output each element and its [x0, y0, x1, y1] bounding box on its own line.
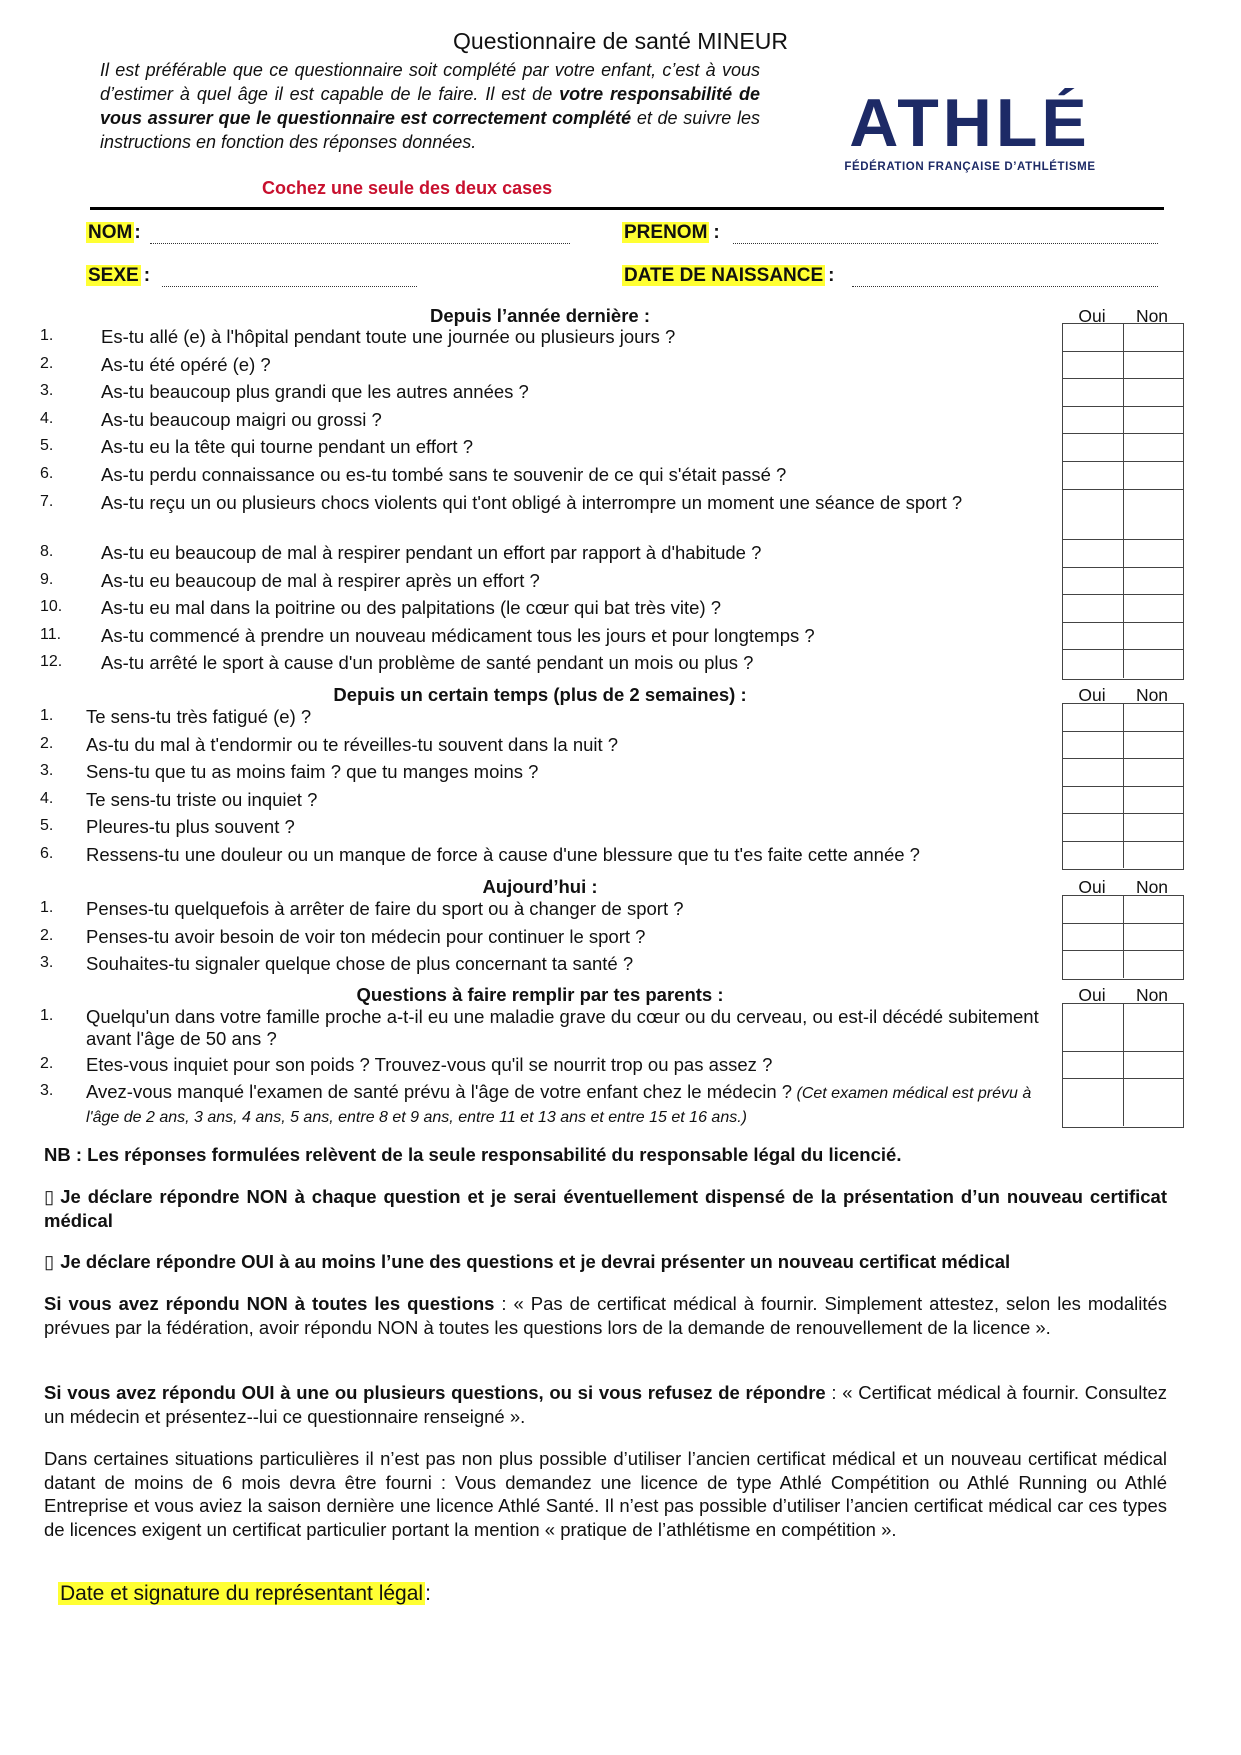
- question-text: [86, 816, 1066, 838]
- question-number: 2.: [40, 1055, 54, 1072]
- answer-row: [1063, 896, 1183, 923]
- intro-text-1: Il est préférable que ce questionnaire soit complété par votre enfant, c’est à vous d’estimer à quel âge il est capable de le faire. Il est de: [100, 60, 760, 104]
- question-text: [86, 734, 1066, 756]
- oui-checkbox[interactable]: [1063, 352, 1123, 378]
- oui-checkbox[interactable]: [1063, 490, 1123, 539]
- oui-checkbox[interactable]: [1063, 1079, 1123, 1126]
- non-checkbox[interactable]: [1123, 379, 1184, 406]
- declare-oui-option[interactable]: [44, 1250, 1167, 1274]
- non-checkbox[interactable]: [1123, 814, 1184, 841]
- question-number: 4.: [40, 410, 54, 427]
- question-label: As-tu eu beaucoup de mal à respirer pendant un effort par rapport à d'habitude ?: [101, 542, 762, 563]
- question-text: [86, 926, 986, 948]
- non-checkbox[interactable]: [1123, 704, 1184, 731]
- non-checkbox[interactable]: [1123, 732, 1184, 758]
- question-label: As-tu du mal à t'endormir ou te réveilles-tu souvent dans la nuit ?: [86, 734, 619, 755]
- question-label: As-tu reçu un ou plusieurs chocs violents qui t'ont obligé à interrompre un moment une séance de sport ?: [101, 492, 963, 513]
- question-label: As-tu eu mal dans la poitrine ou des palpitations (le cœur qui bat très vite) ?: [101, 597, 722, 618]
- prenom-field[interactable]: [622, 222, 720, 244]
- answer-row: [1063, 461, 1183, 489]
- oui-checkbox[interactable]: [1063, 704, 1123, 731]
- question-label: As-tu eu la tête qui tourne pendant un effort ?: [101, 436, 473, 457]
- declare-non-text: Je déclare répondre NON à chaque question et je serai éventuellement dispensé de la présentation d’un nouveau certificat médical: [44, 1186, 1167, 1231]
- dob-label: DATE DE NAISSANCE: [624, 265, 824, 286]
- intro-paragraph: [100, 58, 760, 154]
- question-label: As-tu commencé à prendre un nouveau médicament tous les jours et pour longtemps ?: [101, 625, 815, 646]
- answer-row: [1063, 758, 1183, 786]
- answer-row: [1063, 433, 1183, 461]
- oui-bold: Si vous avez répondu OUI à une ou plusieurs questions, ou si vous refusez de répondre: [44, 1382, 826, 1403]
- column-header-oui: Oui: [1078, 306, 1106, 326]
- oui-checkbox[interactable]: [1063, 407, 1123, 433]
- oui-checkbox[interactable]: [1063, 951, 1123, 978]
- instruction-text: Cochez une seule des deux cases: [262, 178, 553, 198]
- non-checkbox[interactable]: [1123, 623, 1184, 649]
- answer-row: [1063, 1004, 1183, 1051]
- question-text: [101, 381, 1011, 403]
- oui-checkbox[interactable]: [1063, 540, 1123, 567]
- answer-grid: [1062, 703, 1184, 870]
- prenom-label: PRENOM: [624, 222, 708, 243]
- header-divider: [90, 207, 1164, 210]
- oui-checkbox[interactable]: [1063, 924, 1123, 950]
- question-label: Ressens-tu une douleur ou un manque de force à cause d'une blessure que tu t'es faite cette année ?: [86, 844, 920, 865]
- non-checkbox[interactable]: [1123, 568, 1184, 594]
- question-text: [101, 409, 1011, 431]
- question-number: 12.: [40, 653, 63, 670]
- non-bold: Si vous avez répondu NON à toutes les questions: [44, 1293, 495, 1314]
- answer-row: [1063, 1051, 1183, 1078]
- question-label: Penses-tu avoir besoin de voir ton médecin pour continuer le sport ?: [86, 926, 646, 947]
- non-checkbox[interactable]: [1123, 540, 1184, 567]
- question-text: [86, 761, 1066, 783]
- question-note: (Cet examen médical est prévu à l'âge de 2 ans, 3 ans, 4 ans, 5 ans, entre 8 et 9 ans, entre 11 et 13 ans et entre 15 et 16 ans.): [86, 1085, 1032, 1126]
- non-checkbox[interactable]: [1123, 787, 1184, 813]
- question-label: Avez-vous manqué l'examen de santé prévu à l'âge de votre enfant chez le médecin ?: [86, 1081, 793, 1102]
- question-number: 5.: [40, 437, 54, 454]
- question-text: [86, 844, 1066, 866]
- question-label: Sens-tu que tu as moins faim ? que tu manges moins ?: [86, 761, 539, 782]
- non-checkbox[interactable]: [1123, 595, 1184, 622]
- section-title: Questions à faire remplir par tes parents :: [356, 984, 724, 1005]
- nom-colon: :: [134, 222, 141, 243]
- question-text: [101, 492, 1011, 514]
- question-number: 1.: [40, 1007, 54, 1024]
- oui-checkbox[interactable]: [1063, 1052, 1123, 1078]
- question-number: 2.: [40, 735, 54, 752]
- answer-row: [1063, 786, 1183, 813]
- question-label: As-tu arrêté le sport à cause d'un problème de santé pendant un mois ou plus ?: [101, 652, 754, 673]
- intro-bold-text: votre responsabilité de vous assurer que le questionnaire est correctement complété: [100, 84, 761, 128]
- declare-oui-text: Je déclare répondre OUI à au moins l’une des questions et je devrai présenter un nouveau certificat médical: [60, 1251, 1011, 1272]
- oui-checkbox[interactable]: [1063, 595, 1123, 622]
- oui-checkbox[interactable]: [1063, 379, 1123, 406]
- answer-row: [1063, 324, 1183, 351]
- answer-row: [1063, 594, 1183, 622]
- question-text: [101, 570, 1011, 592]
- column-header-non: Non: [1135, 985, 1169, 1005]
- non-checkbox[interactable]: [1123, 490, 1184, 539]
- oui-checkbox[interactable]: [1063, 787, 1123, 813]
- non-checkbox[interactable]: [1123, 650, 1184, 678]
- answer-row: [1063, 841, 1183, 868]
- question-text: [86, 1006, 1046, 1050]
- question-label: Etes-vous inquiet pour son poids ? Trouvez-vous qu'il se nourrit trop ou pas assez ?: [86, 1054, 773, 1075]
- oui-checkbox[interactable]: [1063, 814, 1123, 841]
- non-checkbox[interactable]: [1123, 434, 1184, 461]
- question-text: [86, 1054, 1046, 1076]
- column-header-non: Non: [1135, 685, 1169, 705]
- section-title: Depuis un certain temps (plus de 2 semaines) :: [333, 684, 747, 705]
- logo-wordmark: ATHLÉ: [849, 88, 1091, 161]
- question-number: 3.: [40, 762, 54, 779]
- section-title: Aujourd’hui :: [482, 876, 598, 897]
- question-number: 10.: [40, 598, 63, 615]
- question-number: 1.: [40, 899, 54, 916]
- non-checkbox[interactable]: [1123, 1052, 1184, 1078]
- nb-note: NB : Les réponses formulées relèvent de la seule responsabilité du responsable légal du licencié.: [44, 1144, 902, 1165]
- question-text: [86, 1081, 1046, 1129]
- non-checkbox[interactable]: [1123, 1004, 1184, 1051]
- oui-checkbox[interactable]: [1063, 759, 1123, 786]
- oui-text: : « Certificat médical à fournir. Consultez un médecin et présentez--lui ce questionnaire renseigné ».: [44, 1382, 1167, 1427]
- question-number: 1.: [40, 707, 54, 724]
- question-text: [86, 706, 1066, 728]
- checkbox-icon[interactable]: ▯: [44, 1186, 55, 1207]
- question-number: 3.: [40, 382, 54, 399]
- oui-checkbox[interactable]: [1063, 623, 1123, 649]
- non-checkbox[interactable]: [1123, 759, 1184, 786]
- signature-label: Date et signature du représentant légal: [60, 1582, 424, 1605]
- non-checkbox[interactable]: [1123, 1079, 1184, 1126]
- column-header-oui: Oui: [1078, 985, 1106, 1005]
- question-label: As-tu été opéré (e) ?: [101, 354, 271, 375]
- non-checkbox[interactable]: [1123, 842, 1184, 868]
- question-text: [86, 789, 1066, 811]
- question-text: [101, 326, 1011, 348]
- non-checkbox[interactable]: [1123, 462, 1184, 489]
- dob-input-line[interactable]: [852, 285, 1158, 287]
- answer-row: [1063, 923, 1183, 950]
- answer-row: [1063, 351, 1183, 378]
- question-number: 2.: [40, 355, 54, 372]
- question-text: [101, 354, 1011, 376]
- non-checkbox[interactable]: [1123, 324, 1184, 351]
- oui-instruction: [44, 1381, 1167, 1428]
- oui-checkbox[interactable]: [1063, 842, 1123, 868]
- answer-row: [1063, 704, 1183, 731]
- answer-grid: [1062, 1003, 1184, 1128]
- oui-checkbox[interactable]: [1063, 462, 1123, 489]
- situations-paragraph: Dans certaines situations particulières il n’est pas non plus possible d’utiliser l’ancien certificat médical et un nouveau certificat médical datant de moins de 6 mois devra être fourni : Vous demandez une licence de type Athlé Compétition ou Athlé Running ou Athlé Entreprise et vous aviez la saison dernière une licence Athlé Santé. Il n’est pas possible d’utiliser l’ancien certificat médical car ces types de licences exigent un certificat particulier portant la mention « pratique de l’athlétisme en compétition ».: [44, 1448, 1167, 1540]
- dob-colon: :: [828, 265, 835, 286]
- answer-row: [1063, 622, 1183, 649]
- question-label: As-tu perdu connaissance ou es-tu tombé sans te souvenir de ce qui s'était passé ?: [101, 464, 787, 485]
- question-text: [86, 953, 986, 975]
- column-header-non: Non: [1135, 877, 1169, 897]
- question-text: [101, 436, 1011, 458]
- answer-row: [1063, 649, 1183, 678]
- oui-checkbox[interactable]: [1063, 434, 1123, 461]
- question-label: As-tu beaucoup maigri ou grossi ?: [101, 409, 382, 430]
- answer-row: [1063, 406, 1183, 433]
- column-header-oui: Oui: [1078, 877, 1106, 897]
- oui-checkbox[interactable]: [1063, 1004, 1123, 1051]
- question-label: Penses-tu quelquefois à arrêter de faire du sport ou à changer de sport ?: [86, 898, 684, 919]
- athle-logo: [805, 88, 1135, 188]
- question-label: As-tu beaucoup plus grandi que les autres années ?: [101, 381, 529, 402]
- nom-input-line[interactable]: [150, 242, 570, 244]
- question-label: Te sens-tu triste ou inquiet ?: [86, 789, 318, 810]
- sexe-field[interactable]: [86, 265, 150, 287]
- answer-grid: [1062, 323, 1184, 680]
- signature-field[interactable]: [58, 1582, 431, 1606]
- non-checkbox[interactable]: [1123, 951, 1184, 978]
- intro-text-2: et de suivre les instructions en fonction des réponses données.: [100, 108, 761, 152]
- question-number: 3.: [40, 1082, 54, 1099]
- question-number: 4.: [40, 790, 54, 807]
- declare-non-option[interactable]: [44, 1185, 1167, 1232]
- answer-row: [1063, 489, 1183, 539]
- signature-colon: :: [425, 1582, 431, 1605]
- question-text: [101, 652, 1011, 674]
- sexe-label: SEXE: [88, 265, 139, 286]
- answer-row: [1063, 378, 1183, 406]
- question-number: 8.: [40, 543, 54, 560]
- question-label: Quelqu'un dans votre famille proche a-t-il eu une maladie grave du cœur ou du cerveau, ou est-il décédé subitement avant l'âge de 50 ans ?: [86, 1006, 1039, 1049]
- non-checkbox[interactable]: [1123, 924, 1184, 950]
- answer-row: [1063, 1078, 1183, 1126]
- sexe-input-line[interactable]: [162, 285, 417, 287]
- non-checkbox[interactable]: [1123, 896, 1184, 923]
- question-number: 11.: [40, 626, 62, 643]
- answer-row: [1063, 813, 1183, 841]
- oui-checkbox[interactable]: [1063, 650, 1123, 678]
- nom-field[interactable]: [86, 222, 141, 244]
- question-label: Souhaites-tu signaler quelque chose de plus concernant ta santé ?: [86, 953, 634, 974]
- question-text: [101, 464, 1011, 486]
- question-number: 9.: [40, 571, 54, 588]
- question-label: Te sens-tu très fatigué (e) ?: [86, 706, 312, 727]
- oui-checkbox[interactable]: [1063, 896, 1123, 923]
- dob-field[interactable]: [622, 265, 835, 287]
- question-number: 2.: [40, 927, 54, 944]
- non-checkbox[interactable]: [1123, 407, 1184, 433]
- question-label: As-tu eu beaucoup de mal à respirer après un effort ?: [101, 570, 540, 591]
- column-header-non: Non: [1135, 306, 1169, 326]
- column-header-oui: Oui: [1078, 685, 1106, 705]
- question-number: 6.: [40, 465, 54, 482]
- section-title: Depuis l’année dernière :: [429, 305, 650, 326]
- question-number: 3.: [40, 954, 54, 971]
- page-title: Questionnaire de santé MINEUR: [453, 28, 788, 54]
- non-text: : « Pas de certificat médical à fournir. Simplement attestez, selon les modalités prévues par la fédération, avoir répondu NON à toutes les questions lors de la demande de renouvellement de la licence ».: [44, 1293, 1168, 1338]
- answer-row: [1063, 539, 1183, 567]
- prenom-input-line[interactable]: [733, 242, 1158, 244]
- question-label: Pleures-tu plus souvent ?: [86, 816, 295, 837]
- prenom-colon: :: [713, 222, 720, 243]
- oui-checkbox[interactable]: [1063, 568, 1123, 594]
- nom-label: NOM: [88, 222, 133, 243]
- question-label: Es-tu allé (e) à l'hôpital pendant toute une journée ou plusieurs jours ?: [101, 326, 676, 347]
- question-text: [101, 625, 1011, 647]
- checkbox-icon[interactable]: ▯: [44, 1251, 55, 1272]
- logo-subtitle: FÉDÉRATION FRANÇAISE D’ATHLÉTISME: [844, 161, 1096, 173]
- non-instruction: [44, 1292, 1167, 1339]
- oui-checkbox[interactable]: [1063, 732, 1123, 758]
- question-text: [101, 542, 1011, 564]
- question-text: [101, 597, 1011, 619]
- question-number: 6.: [40, 845, 54, 862]
- question-number: 5.: [40, 817, 54, 834]
- question-text: [86, 898, 986, 920]
- answer-row: [1063, 567, 1183, 594]
- answer-grid: [1062, 895, 1184, 980]
- non-checkbox[interactable]: [1123, 352, 1184, 378]
- oui-checkbox[interactable]: [1063, 324, 1123, 351]
- answer-row: [1063, 731, 1183, 758]
- sexe-colon: :: [143, 265, 151, 286]
- question-number: 1.: [40, 327, 54, 344]
- question-number: 7.: [40, 493, 54, 510]
- answer-row: [1063, 950, 1183, 978]
